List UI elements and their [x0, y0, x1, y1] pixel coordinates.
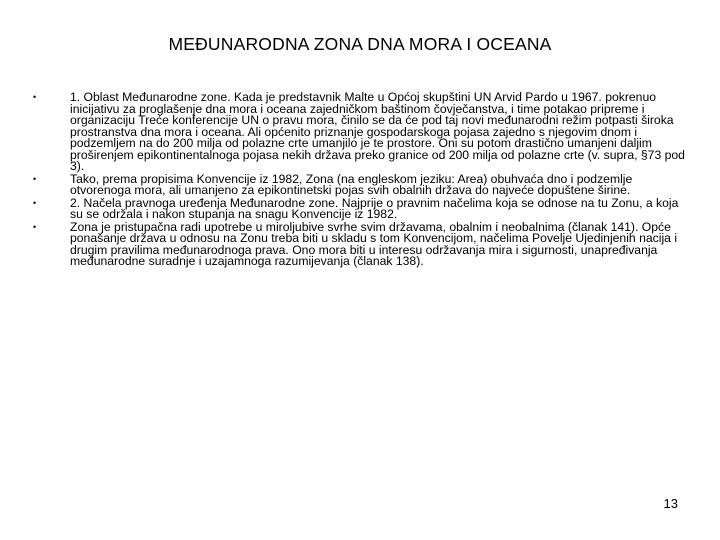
bullet-dot-icon: •: [33, 197, 37, 208]
bullet-dot-icon: •: [33, 92, 37, 102]
bullet-text: 2. Načela pravnoga uređenja Međunarodne zone. Najprije o pravnim načelima koja se odnose na tu Zonu, a koja su se održala i nakon stupanja na snagu Konvencije iz 1982.: [70, 195, 679, 221]
slide-title: MEĐUNARODNA ZONA DNA MORA I OCEANA: [168, 34, 552, 54]
bullet-list: [26, 92, 690, 269]
bullet-item: [26, 92, 690, 173]
bullet-item: [26, 219, 690, 268]
bullet-text: Zona je pristupačna radi upotrebe u miroljubive svrhe svim državama, obalnim i neobalnima (članak 141). Opće ponašanje država u odnosu na Zonu treba biti u skladu s tom Konvencijom, načelima Povelje Ujedinjenih nacija i drugim pravilima međunarodnoga prava. Ono mora biti u interesu održavanja mira i sigurnosti, unapređivanja međunarodne suradnje i uzajamnoga razumijevanja (članak 138).: [70, 219, 678, 268]
bullet-dot-icon: •: [33, 173, 37, 184]
bullet-text: 1. Oblast Međunarodne zone. Kada je predstavnik Malte u Općoj skupštini UN Arvid Pardo u 1967. pokrenuo inicijativu za proglašenje dna mora i oceana zajedničkom baštinom čovječanstva, i time potakao pripreme i organizaciju Treće konferencije UN o pravu mora, činilo se da će pod taj novi međunarodni režim potpasti široka prostranstva dna mora i oceana. Ali općenito priznanje gospodarskoga pojasa zajedno s njegovim dnom i podzemljem na do 200 milja od polazne crte umanjilo je te prostore. Oni su potom drastično umanjeni daljim proširenjem epikontinentalnoga pojasa nekih država preko granice od 200 milja od polazne crte (v. supra, §73 pod 3).: [70, 90, 685, 173]
bullet-item: [26, 171, 690, 197]
bullet-text: Tako, prema propisima Konvencije iz 1982, Zona (na engleskom jeziku: Area) obuhvaća dno i podzemlje otvorenoga mora, ali umanjeno za epikontinetski pojas svih obalnih država do najveće dopuštene širine.: [70, 171, 633, 197]
bullet-item: [26, 195, 690, 221]
page-number: 13: [663, 496, 678, 511]
bullet-dot-icon: •: [33, 221, 37, 232]
